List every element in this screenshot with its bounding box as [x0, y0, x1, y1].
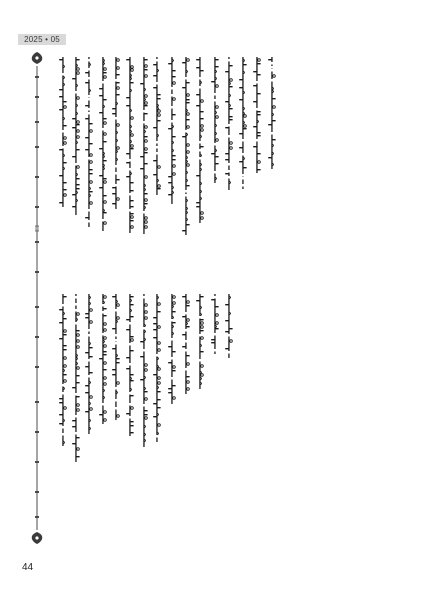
- column-script-glyphs: [111, 57, 121, 209]
- column-script-glyphs: [195, 294, 205, 389]
- column-script-glyphs: [181, 57, 191, 235]
- text-column: [139, 57, 149, 234]
- text-column: [152, 294, 162, 442]
- column-script-glyphs: [152, 57, 162, 195]
- column-script-glyphs: [210, 57, 220, 183]
- text-column: [125, 294, 135, 436]
- text-column: [98, 294, 108, 424]
- column-script-glyphs: [71, 294, 81, 462]
- text-column: [267, 57, 277, 169]
- text-column: [195, 57, 205, 223]
- issue-tag: 2025 • 05: [18, 34, 66, 45]
- text-column: [181, 294, 191, 394]
- text-column: [210, 294, 220, 354]
- column-script-glyphs: [167, 294, 177, 404]
- text-column: [224, 57, 234, 190]
- column-script-glyphs: [58, 294, 68, 446]
- text-column: [84, 294, 94, 434]
- column-script-glyphs: [84, 294, 94, 434]
- text-column: [58, 294, 68, 446]
- column-script-glyphs: [210, 294, 220, 354]
- text-column: [98, 57, 108, 231]
- text-column: [181, 57, 191, 235]
- text-column: [58, 57, 68, 207]
- column-script-glyphs: [71, 57, 81, 215]
- text-column: [152, 57, 162, 195]
- column-script-glyphs: [98, 294, 108, 424]
- ornament-cap-top-icon: [30, 52, 44, 64]
- column-script-glyphs: [125, 57, 135, 233]
- text-column: [125, 57, 135, 233]
- text-column: [167, 57, 177, 204]
- text-column: [71, 294, 81, 462]
- page-number: 44: [22, 562, 34, 573]
- column-script-glyphs: [167, 57, 177, 204]
- column-script-glyphs: [139, 57, 149, 234]
- text-column: [139, 294, 149, 447]
- text-column: [71, 57, 81, 215]
- text-column: [84, 57, 94, 227]
- column-script-glyphs: [238, 57, 248, 189]
- text-column: [111, 57, 121, 209]
- column-script-glyphs: [98, 57, 108, 231]
- column-script-glyphs: [224, 57, 234, 190]
- column-script-glyphs: [139, 294, 149, 447]
- text-column: [111, 294, 121, 420]
- column-script-glyphs: [224, 294, 234, 358]
- column-script-glyphs: [267, 57, 277, 169]
- column-script-glyphs: [58, 57, 68, 207]
- text-column: [195, 294, 205, 389]
- text-column: [167, 294, 177, 404]
- ornament-cap-bottom-icon: [30, 532, 44, 544]
- column-script-glyphs: [84, 57, 94, 227]
- column-script-glyphs: [111, 294, 121, 420]
- column-script-glyphs: [152, 294, 162, 442]
- column-script-glyphs: [195, 57, 205, 223]
- running-title-ornament: [30, 52, 44, 544]
- text-column: [210, 57, 220, 183]
- column-script-glyphs: [252, 57, 262, 173]
- text-column: [224, 294, 234, 358]
- text-column: [238, 57, 248, 189]
- text-column: [252, 57, 262, 173]
- running-title-script: [35, 66, 39, 530]
- column-script-glyphs: [181, 294, 191, 394]
- column-script-glyphs: [125, 294, 135, 436]
